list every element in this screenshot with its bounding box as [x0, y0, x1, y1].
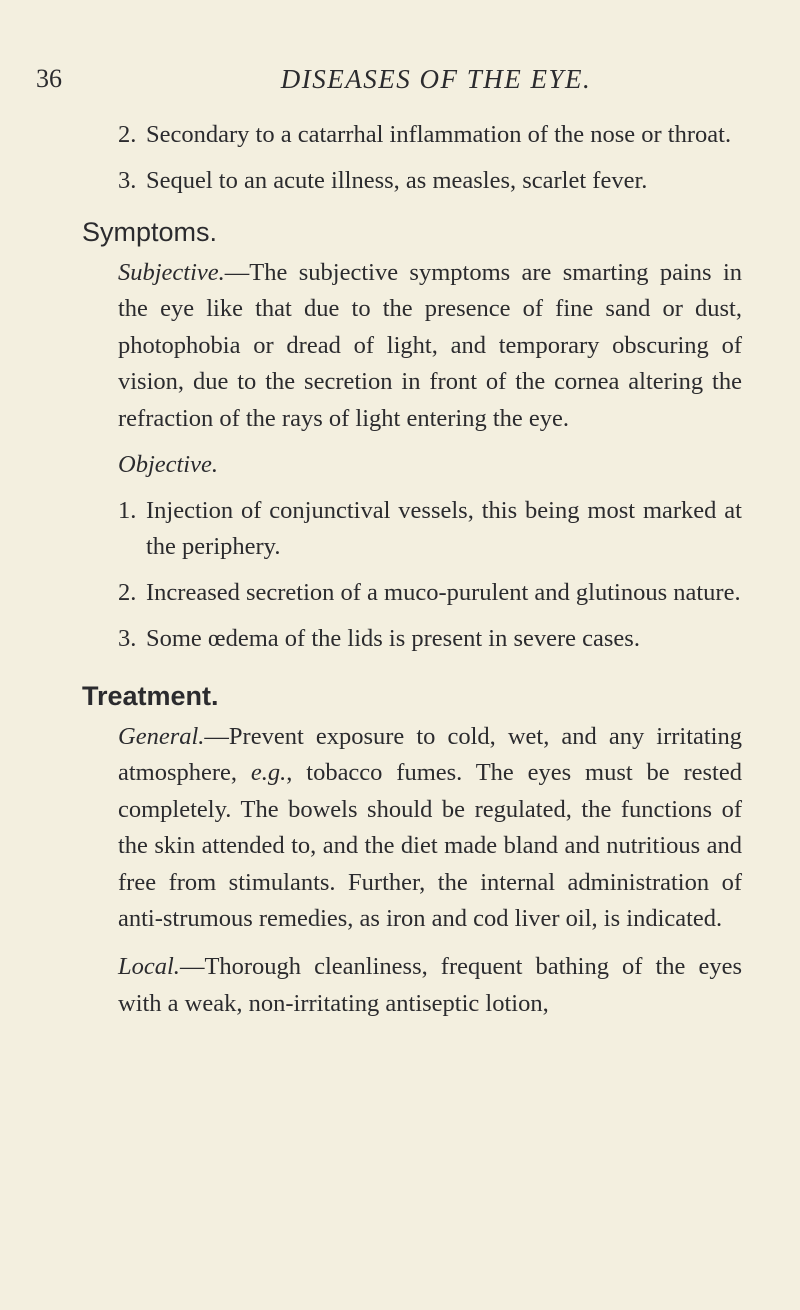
- general-label: General.: [118, 723, 205, 751]
- item-number: 2.: [118, 579, 137, 607]
- objective-item-3: [0, 621, 742, 657]
- objective-item-2: [0, 575, 742, 611]
- general-eg: e.g.: [250, 759, 287, 787]
- item-text: Injection of conjunctival vessels, this being most marked at the periphery.: [146, 497, 742, 561]
- item-text: Increased secretion of a muco-purulent and glutinous nature.: [146, 579, 741, 607]
- item-text: Sequel to an acute illness, as measles, scarlet fever.: [146, 167, 648, 194]
- objective-label: Objective.: [118, 451, 218, 479]
- treatment-heading: Treatment.: [82, 681, 219, 712]
- item-text: Some œdema of the lids is present in severe cases.: [146, 625, 640, 653]
- item-number: 3.: [118, 167, 137, 194]
- cause-item-3: [0, 163, 742, 199]
- objective-item-1: [0, 493, 742, 565]
- cause-item-2: [0, 117, 742, 153]
- local-paragraph: [0, 949, 742, 1022]
- local-label: Local.: [118, 953, 180, 981]
- local-text: —Thorough cleanliness, frequent bathing of the eyes with a weak, non-irritating antiseptic lotion,: [118, 953, 742, 1017]
- item-text: Secondary to a catarrhal inflammation of the nose or throat.: [146, 121, 732, 148]
- general-text-1: —Prevent exposure to cold, wet, and any irritating atmosphere,: [118, 723, 742, 787]
- subjective-paragraph: [0, 255, 742, 437]
- item-number: 2.: [118, 121, 137, 148]
- general-paragraph: [0, 719, 742, 937]
- page-number: 36: [36, 64, 62, 93]
- item-number: 1.: [118, 497, 137, 525]
- running-title: DISEASES OF THE EYE.: [280, 64, 592, 94]
- symptoms-heading: Symptoms.: [82, 217, 218, 247]
- subjective-label: Subjective.: [118, 259, 225, 286]
- subjective-text: —The subjective symptoms are smarting pains in the eye like that due to the presence of fine sand or dust, photophobia or dread of light, and temporary obscuring of vision, due to the secretion in front of the cornea altering the refraction of the rays of light entering the eye.: [118, 259, 742, 432]
- body-text: [0, 117, 800, 1022]
- item-number: 3.: [118, 625, 137, 653]
- running-head: [36, 62, 756, 102]
- general-text-2: , tobacco fumes. The eyes must be rested completely. The bowels should be regulated, the functions of the skin attended to, and the diet made bland and nutritious and free from stimulants. Further, the internal administration of anti-strumous remedies, as iron and cod liver oil, is indicated.: [118, 759, 742, 933]
